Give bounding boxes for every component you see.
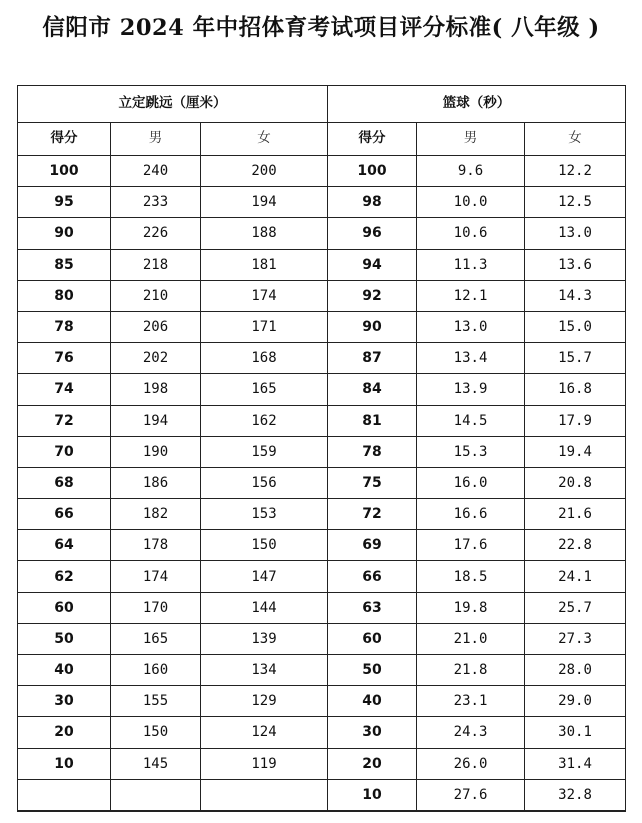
long-jump-score-cell: 72 [18,405,111,436]
basketball-male-cell: 13.0 [417,311,525,342]
basketball-female-cell: 20.8 [525,467,626,498]
long-jump-male-cell: 182 [111,499,201,530]
long-jump-female-cell: 144 [201,592,328,623]
basketball-female-cell: 27.3 [525,623,626,654]
long-jump-female-cell: 194 [201,187,328,218]
basketball-female-cell: 15.7 [525,343,626,374]
long-jump-male-cell: 150 [111,717,201,748]
table-row [18,374,626,405]
scoring-table [17,85,626,812]
table-row [18,436,626,467]
long-jump-female-cell: 150 [201,530,328,561]
table-row [18,779,626,811]
col-header-score: 得分 [328,123,417,156]
col-header-male: 男 [111,123,201,156]
basketball-female-cell: 21.6 [525,499,626,530]
long-jump-female-cell: 119 [201,748,328,779]
basketball-male-cell: 26.0 [417,748,525,779]
col-header-score: 得分 [18,123,111,156]
long-jump-score-cell: 95 [18,187,111,218]
basketball-score-cell: 81 [328,405,417,436]
scoring-table-body [18,86,626,811]
table-row [18,156,626,187]
long-jump-female-cell: 168 [201,343,328,374]
long-jump-female-cell: 153 [201,499,328,530]
basketball-male-cell: 14.5 [417,405,525,436]
basketball-male-cell: 21.8 [417,655,525,686]
basketball-male-cell: 15.3 [417,436,525,467]
table-row [18,592,626,623]
basketball-female-cell: 22.8 [525,530,626,561]
long-jump-male-cell: 226 [111,218,201,249]
basketball-female-cell: 19.4 [525,436,626,467]
basketball-score-cell: 60 [328,623,417,654]
long-jump-score-cell: 60 [18,592,111,623]
basketball-female-cell: 12.5 [525,187,626,218]
basketball-male-cell: 13.4 [417,343,525,374]
section-header-row [18,86,626,123]
table-row [18,280,626,311]
long-jump-male-cell: 206 [111,311,201,342]
long-jump-score-cell: 80 [18,280,111,311]
long-jump-male-cell: 240 [111,156,201,187]
long-jump-score-cell: 90 [18,218,111,249]
section-title-long-jump: 立定跳远（厘米） [18,86,328,123]
basketball-male-cell: 23.1 [417,686,525,717]
long-jump-female-cell: 156 [201,467,328,498]
long-jump-female-cell: 139 [201,623,328,654]
basketball-male-cell: 13.9 [417,374,525,405]
table-row [18,686,626,717]
basketball-female-cell: 14.3 [525,280,626,311]
long-jump-male-cell: 202 [111,343,201,374]
basketball-score-cell: 20 [328,748,417,779]
basketball-male-cell: 19.8 [417,592,525,623]
basketball-female-cell: 24.1 [525,561,626,592]
table-row [18,467,626,498]
basketball-female-cell: 30.1 [525,717,626,748]
basketball-score-cell: 78 [328,436,417,467]
long-jump-female-cell [201,779,328,811]
long-jump-score-cell: 64 [18,530,111,561]
basketball-score-cell: 92 [328,280,417,311]
basketball-male-cell: 10.6 [417,218,525,249]
table-row [18,405,626,436]
section-title-basketball: 篮球（秒） [328,86,626,123]
long-jump-male-cell: 198 [111,374,201,405]
col-header-male: 男 [417,123,525,156]
basketball-female-cell: 28.0 [525,655,626,686]
long-jump-male-cell: 174 [111,561,201,592]
basketball-score-cell: 94 [328,249,417,280]
long-jump-male-cell: 155 [111,686,201,717]
long-jump-female-cell: 129 [201,686,328,717]
long-jump-female-cell: 188 [201,218,328,249]
basketball-male-cell: 9.6 [417,156,525,187]
table-row [18,530,626,561]
long-jump-score-cell: 70 [18,436,111,467]
basketball-score-cell: 84 [328,374,417,405]
basketball-male-cell: 24.3 [417,717,525,748]
basketball-female-cell: 12.2 [525,156,626,187]
basketball-female-cell: 25.7 [525,592,626,623]
long-jump-male-cell: 233 [111,187,201,218]
long-jump-male-cell: 170 [111,592,201,623]
long-jump-score-cell: 78 [18,311,111,342]
basketball-female-cell: 13.6 [525,249,626,280]
long-jump-female-cell: 174 [201,280,328,311]
basketball-score-cell: 10 [328,779,417,811]
basketball-score-cell: 75 [328,467,417,498]
long-jump-score-cell: 100 [18,156,111,187]
basketball-score-cell: 72 [328,499,417,530]
basketball-score-cell: 100 [328,156,417,187]
basketball-male-cell: 21.0 [417,623,525,654]
basketball-male-cell: 12.1 [417,280,525,311]
long-jump-female-cell: 181 [201,249,328,280]
basketball-female-cell: 31.4 [525,748,626,779]
basketball-female-cell: 16.8 [525,374,626,405]
long-jump-score-cell: 85 [18,249,111,280]
long-jump-male-cell: 145 [111,748,201,779]
table-row [18,717,626,748]
long-jump-male-cell: 210 [111,280,201,311]
basketball-score-cell: 30 [328,717,417,748]
long-jump-male-cell: 178 [111,530,201,561]
long-jump-score-cell: 66 [18,499,111,530]
table-row [18,561,626,592]
long-jump-score-cell: 76 [18,343,111,374]
long-jump-female-cell: 165 [201,374,328,405]
long-jump-score-cell: 74 [18,374,111,405]
basketball-male-cell: 18.5 [417,561,525,592]
long-jump-score-cell: 68 [18,467,111,498]
long-jump-female-cell: 159 [201,436,328,467]
long-jump-male-cell: 165 [111,623,201,654]
long-jump-male-cell: 160 [111,655,201,686]
table-row [18,218,626,249]
basketball-female-cell: 32.8 [525,779,626,811]
long-jump-male-cell: 194 [111,405,201,436]
col-header-female: 女 [525,123,626,156]
basketball-score-cell: 96 [328,218,417,249]
table-row [18,343,626,374]
long-jump-score-cell: 62 [18,561,111,592]
basketball-female-cell: 13.0 [525,218,626,249]
basketball-score-cell: 87 [328,343,417,374]
basketball-score-cell: 98 [328,187,417,218]
long-jump-score-cell: 20 [18,717,111,748]
table-row [18,249,626,280]
basketball-score-cell: 66 [328,561,417,592]
long-jump-female-cell: 134 [201,655,328,686]
table-row [18,748,626,779]
long-jump-male-cell: 190 [111,436,201,467]
long-jump-female-cell: 162 [201,405,328,436]
basketball-female-cell: 29.0 [525,686,626,717]
basketball-male-cell: 10.0 [417,187,525,218]
long-jump-score-cell [18,779,111,811]
basketball-female-cell: 15.0 [525,311,626,342]
table-row [18,655,626,686]
col-header-female: 女 [201,123,328,156]
long-jump-score-cell: 40 [18,655,111,686]
basketball-male-cell: 16.6 [417,499,525,530]
basketball-female-cell: 17.9 [525,405,626,436]
basketball-score-cell: 90 [328,311,417,342]
long-jump-score-cell: 10 [18,748,111,779]
table-row [18,623,626,654]
column-header-row [18,123,626,156]
table-row [18,311,626,342]
basketball-male-cell: 17.6 [417,530,525,561]
long-jump-score-cell: 30 [18,686,111,717]
long-jump-male-cell: 186 [111,467,201,498]
long-jump-female-cell: 124 [201,717,328,748]
long-jump-female-cell: 147 [201,561,328,592]
basketball-male-cell: 16.0 [417,467,525,498]
long-jump-male-cell [111,779,201,811]
long-jump-female-cell: 171 [201,311,328,342]
long-jump-male-cell: 218 [111,249,201,280]
basketball-score-cell: 69 [328,530,417,561]
long-jump-score-cell: 50 [18,623,111,654]
basketball-score-cell: 40 [328,686,417,717]
table-row [18,187,626,218]
basketball-score-cell: 63 [328,592,417,623]
table-row [18,499,626,530]
basketball-male-cell: 27.6 [417,779,525,811]
basketball-score-cell: 50 [328,655,417,686]
page-title: 信阳市 2024 年中招体育考试项目评分标准( 八年级 ) [42,15,600,41]
basketball-male-cell: 11.3 [417,249,525,280]
long-jump-female-cell: 200 [201,156,328,187]
